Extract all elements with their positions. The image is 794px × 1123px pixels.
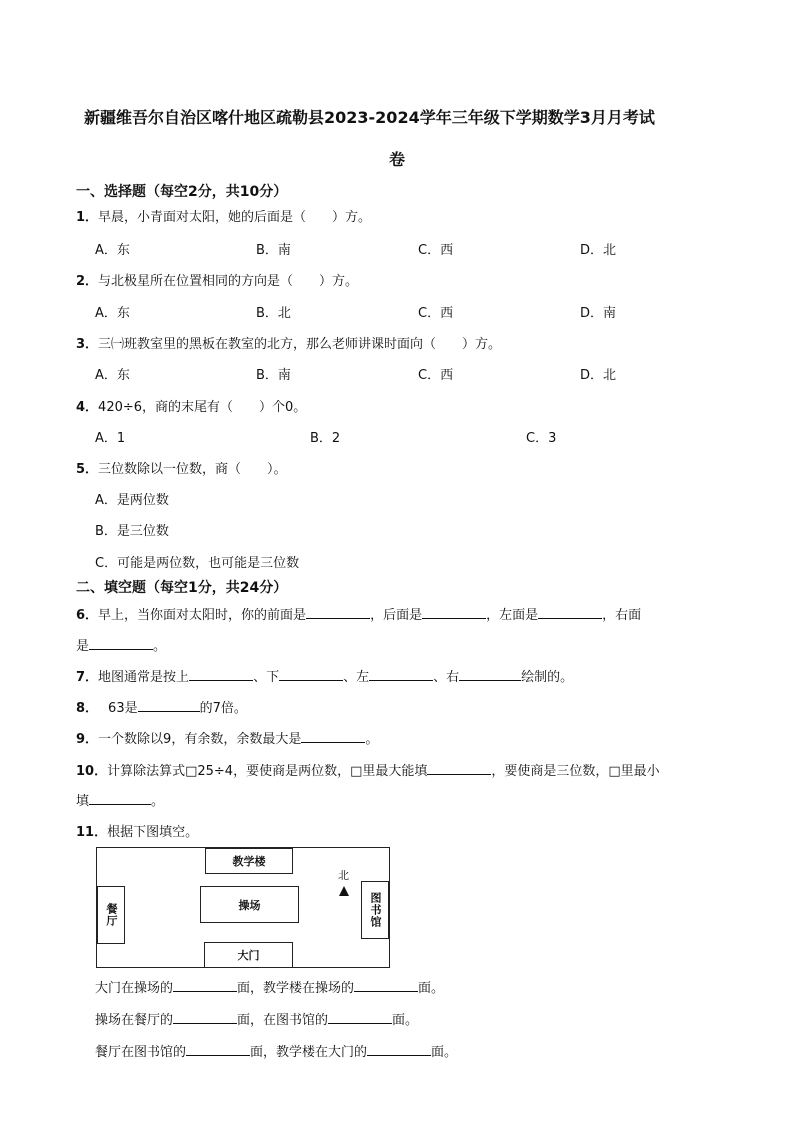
answer-blank[interactable]: [422, 604, 486, 619]
answer-blank[interactable]: [306, 604, 370, 619]
question-text: 面，教学楼在操场的: [237, 981, 355, 996]
question-number: 3．: [76, 337, 99, 352]
question-text: 。: [151, 794, 165, 809]
question-9: [76, 728, 378, 747]
question-text: 、下: [253, 670, 280, 685]
playground: 操场: [200, 886, 299, 923]
question-text: 地图通常是按上: [98, 670, 190, 685]
option-c[interactable]: C．3: [526, 431, 557, 446]
option-d[interactable]: D．北: [580, 368, 617, 383]
question-2: [76, 270, 358, 289]
question-6-cont: [76, 635, 166, 654]
question-number: 1．: [76, 210, 99, 225]
gate: 大门: [204, 942, 293, 968]
option-b[interactable]: B．南: [256, 368, 291, 383]
answer-blank[interactable]: [301, 728, 365, 743]
question-text: 。: [365, 732, 379, 747]
question-text: 。: [153, 639, 167, 654]
question-11-line1: [95, 977, 444, 996]
option-c[interactable]: C．西: [418, 368, 454, 383]
option-c[interactable]: C．西: [418, 243, 454, 258]
option-a[interactable]: A．东: [95, 368, 130, 383]
campus-map: [96, 847, 390, 968]
question-10-cont: [76, 790, 164, 809]
question-11-line3: [95, 1041, 457, 1060]
option-b[interactable]: B．2: [310, 431, 341, 446]
page-title-line1: 新疆维吾尔自治区喀什地区疏勒县2023-2024学年三年级下学期数学3月月考试: [84, 108, 655, 127]
question-text: 一个数除以9，有余数，余数最大是: [98, 732, 302, 747]
question-5: [76, 458, 287, 477]
question-text: 面，在图书馆的: [237, 1013, 329, 1028]
question-text: 与北极星所在位置相同的方向是（ ）方。: [98, 274, 359, 289]
question-11: [76, 821, 198, 840]
library: 图书馆: [361, 881, 389, 939]
question-number: 2．: [76, 274, 99, 289]
answer-blank[interactable]: [427, 760, 491, 775]
answer-blank[interactable]: [328, 1009, 392, 1024]
answer-blank[interactable]: [89, 635, 153, 650]
question-text: ，后面是: [370, 608, 423, 623]
question-3: [76, 333, 501, 352]
answer-blank[interactable]: [354, 977, 418, 992]
answer-blank[interactable]: [89, 790, 151, 805]
question-11-line2: [95, 1009, 418, 1028]
answer-blank[interactable]: [279, 666, 343, 681]
question-number: 7．: [76, 670, 99, 685]
canteen: 餐厅: [97, 886, 125, 944]
question-text: 三位数除以一位数，商（ ）。: [98, 462, 287, 477]
question-text: 计算除法算式□25÷4，要使商是两位数，□里最大能填: [107, 764, 428, 779]
question-4: [76, 396, 306, 415]
question-text: 面。: [431, 1045, 458, 1060]
question-text: 早上，当你面对太阳时，你的前面是: [98, 608, 307, 623]
question-text: 早晨，小青面对太阳，她的后面是（ ）方。: [98, 210, 372, 225]
question-text: 绘制的。: [521, 670, 574, 685]
question-text: 三㈠班教室里的黑板在教室的北方，那么老师讲课时面向（ ）方。: [98, 337, 502, 352]
option-c[interactable]: C．可能是两位数，也可能是三位数: [95, 556, 300, 571]
question-text: 操场在餐厅的: [95, 1013, 174, 1028]
question-text: ，右面: [602, 608, 642, 623]
question-number: 6．: [76, 608, 99, 623]
question-text: 面。: [392, 1013, 419, 1028]
option-a[interactable]: A．东: [95, 243, 130, 258]
answer-blank[interactable]: [186, 1041, 250, 1056]
option-b[interactable]: B．北: [256, 306, 291, 321]
question-text: 餐厅在图书馆的: [95, 1045, 187, 1060]
question-text: 面。: [418, 981, 445, 996]
question-number: 4．: [76, 400, 99, 415]
question-text: 63是: [108, 701, 138, 716]
answer-blank[interactable]: [369, 666, 433, 681]
question-number: 10．: [76, 764, 108, 779]
page-title-line2: 卷: [389, 150, 406, 169]
question-text: 填: [76, 794, 90, 809]
option-d[interactable]: D．北: [580, 243, 617, 258]
north-arrow-icon: [339, 886, 349, 896]
option-d[interactable]: D．南: [580, 306, 617, 321]
option-b[interactable]: B．是三位数: [95, 524, 169, 539]
north-label: 北: [338, 869, 349, 882]
question-text: ，要使商是三位数，□里最小: [491, 764, 660, 779]
question-number: 5．: [76, 462, 99, 477]
answer-blank[interactable]: [173, 977, 237, 992]
answer-blank[interactable]: [138, 697, 200, 712]
question-text: 是: [76, 639, 90, 654]
question-text: ，左面是: [486, 608, 539, 623]
question-8: [76, 697, 247, 716]
question-text: 根据下图填空。: [107, 825, 199, 840]
question-text: 420÷6，商的末尾有（ ）个0。: [98, 400, 307, 415]
answer-blank[interactable]: [189, 666, 253, 681]
question-text: 的7倍。: [199, 701, 247, 716]
option-b[interactable]: B．南: [256, 243, 291, 258]
question-number: 11．: [76, 825, 108, 840]
answer-blank[interactable]: [538, 604, 602, 619]
question-text: 大门在操场的: [95, 981, 174, 996]
question-6: [76, 604, 641, 623]
question-text: 面，教学楼在大门的: [250, 1045, 368, 1060]
option-c[interactable]: C．西: [418, 306, 454, 321]
answer-blank[interactable]: [173, 1009, 237, 1024]
question-number: 9．: [76, 732, 99, 747]
section-heading-choice: 一、选择题（每空2分，共10分）: [76, 184, 288, 200]
option-a[interactable]: A．东: [95, 306, 130, 321]
option-a[interactable]: A．是两位数: [95, 493, 169, 508]
question-text: 、左: [343, 670, 370, 685]
question-number: 8．: [76, 701, 99, 716]
question-7: [76, 666, 573, 685]
teaching-building: 教学楼: [205, 848, 293, 874]
answer-blank[interactable]: [367, 1041, 431, 1056]
question-text: 、右: [433, 670, 460, 685]
question-10: [76, 760, 660, 779]
option-a[interactable]: A．1: [95, 431, 126, 446]
answer-blank[interactable]: [459, 666, 521, 681]
question-1: [76, 206, 371, 225]
section-heading-fill: 二、填空题（每空1分，共24分）: [76, 580, 288, 596]
